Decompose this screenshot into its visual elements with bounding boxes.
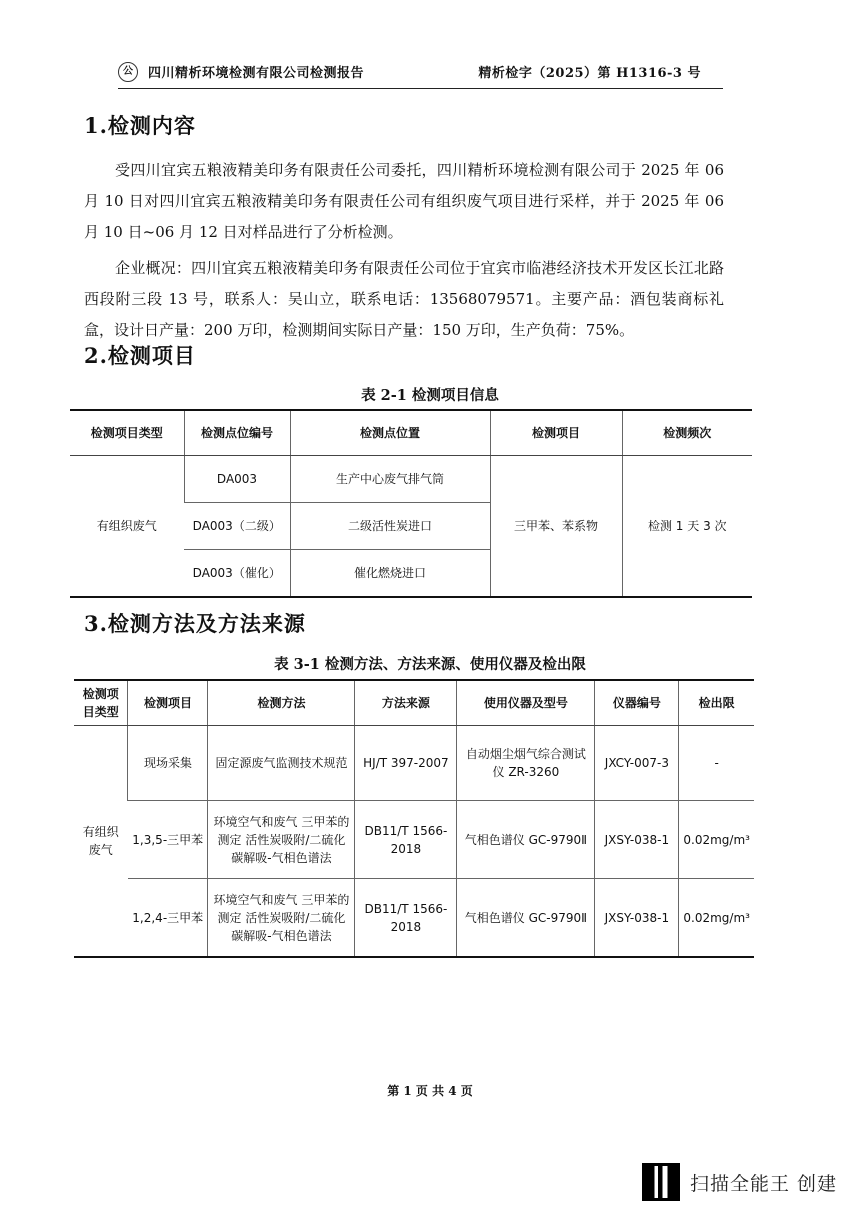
table-row [74, 726, 754, 801]
table-header-row [70, 410, 752, 456]
point-code-cell: DA003 [184, 456, 290, 503]
table-header-row [74, 680, 754, 726]
table-header-cell: 检测项目类型 [74, 680, 128, 726]
table1-caption: 表 2-1 检测项目信息 [361, 387, 499, 404]
frequency-cell: 检测 1 天 3 次 [622, 456, 752, 598]
org-title: 四川精析环境检测有限公司检测报告 [148, 66, 365, 81]
method-cell: 环境空气和废气 三甲苯的测定 活性炭吸附/二硫化碳解吸-气相色谱法 [208, 801, 355, 879]
point-location-cell: 生产中心废气排气筒 [290, 456, 490, 503]
source-cell: DB11/T 1566-2018 [355, 879, 457, 958]
watermark-text: 扫描全能王 创建 [690, 1172, 838, 1195]
method-cell: 环境空气和废气 三甲苯的测定 活性炭吸附/二硫化碳解吸-气相色谱法 [208, 879, 355, 958]
instrument-cell: 气相色谱仪 GC-9790Ⅱ [457, 879, 595, 958]
section2-title: 2.检测项目 [84, 343, 196, 368]
table-header-cell: 检测项目类型 [70, 410, 184, 456]
item-cell: 1,2,4-三甲苯 [128, 879, 208, 958]
table-header-cell: 检出限 [679, 680, 754, 726]
instrument-no-cell: JXCY-007-3 [595, 726, 679, 801]
method-cell: 固定源废气监测技术规范 [208, 726, 355, 801]
source-cell: DB11/T 1566-2018 [355, 801, 457, 879]
type-cell: 有组织废气 [74, 726, 128, 958]
instrument-no-cell: JXSY-038-1 [595, 879, 679, 958]
qr-code-icon [642, 1163, 680, 1201]
table-methods [74, 679, 754, 958]
instrument-cell: 气相色谱仪 GC-9790Ⅱ [457, 801, 595, 879]
limit-cell: - [679, 726, 754, 801]
table-row [70, 456, 752, 503]
item-cell: 三甲苯、苯系物 [490, 456, 622, 598]
limit-cell: 0.02mg/m³ [679, 879, 754, 958]
page-number: 第 1 页 共 4 页 [387, 1084, 473, 1098]
table-header-cell: 方法来源 [355, 680, 457, 726]
point-location-cell: 催化燃烧进口 [290, 550, 490, 598]
point-location-cell: 二级活性炭进口 [290, 503, 490, 550]
table-header-cell: 检测项目 [128, 680, 208, 726]
table2-caption: 表 3-1 检测方法、方法来源、使用仪器及检出限 [274, 656, 586, 673]
table-header-cell: 检测点位置 [290, 410, 490, 456]
report-number: 精析检字（2025）第 H1316-3 号 [478, 66, 701, 81]
table-header-cell: 检测点位编号 [184, 410, 290, 456]
item-cell: 现场采集 [128, 726, 208, 801]
section3-title: 3.检测方法及方法来源 [84, 611, 306, 636]
instrument-no-cell: JXSY-038-1 [595, 801, 679, 879]
item-cell: 1,3,5-三甲苯 [128, 801, 208, 879]
section1-paragraph2: 企业概况：四川宜宾五粮液精美印务有限责任公司位于宜宾市临港经济技术开发区长江北路西段附三段 13 号，联系人：吴山立，联系电话：13568079571。主要产品：酒包装商标礼盒，设计日产量：200 万印，检测期间实际日产量：150 万印，生产负荷：75%。 [84, 259, 724, 339]
section1-paragraph1: 受四川宜宾五粮液精美印务有限责任公司委托，四川精析环境检测有限公司于 2025 年 06 月 10 日对四川宜宾五粮液精美印务有限责任公司有组织废气项目进行采样，并于 2025 年 06 月 10 日~06 月 12 日对样品进行了分析检测。 [84, 161, 724, 241]
instrument-cell: 自动烟尘烟气综合测试仪 ZR-3260 [457, 726, 595, 801]
table-detection-items [70, 409, 752, 598]
section1-title: 1.检测内容 [84, 113, 196, 138]
type-cell: 有组织废气 [70, 456, 184, 598]
point-code-cell: DA003（二级） [184, 503, 290, 550]
point-code-cell: DA003（催化） [184, 550, 290, 598]
scanner-watermark [642, 1162, 837, 1202]
page-header [118, 58, 723, 89]
table-row [74, 801, 754, 879]
company-logo-icon: 公 [118, 62, 138, 82]
source-cell: HJ/T 397-2007 [355, 726, 457, 801]
table-header-cell: 检测频次 [622, 410, 752, 456]
table-header-cell: 检测方法 [208, 680, 355, 726]
limit-cell: 0.02mg/m³ [679, 801, 754, 879]
table-header-cell: 使用仪器及型号 [457, 680, 595, 726]
table-header-cell: 检测项目 [490, 410, 622, 456]
table-row [74, 879, 754, 958]
table-header-cell: 仪器编号 [595, 680, 679, 726]
